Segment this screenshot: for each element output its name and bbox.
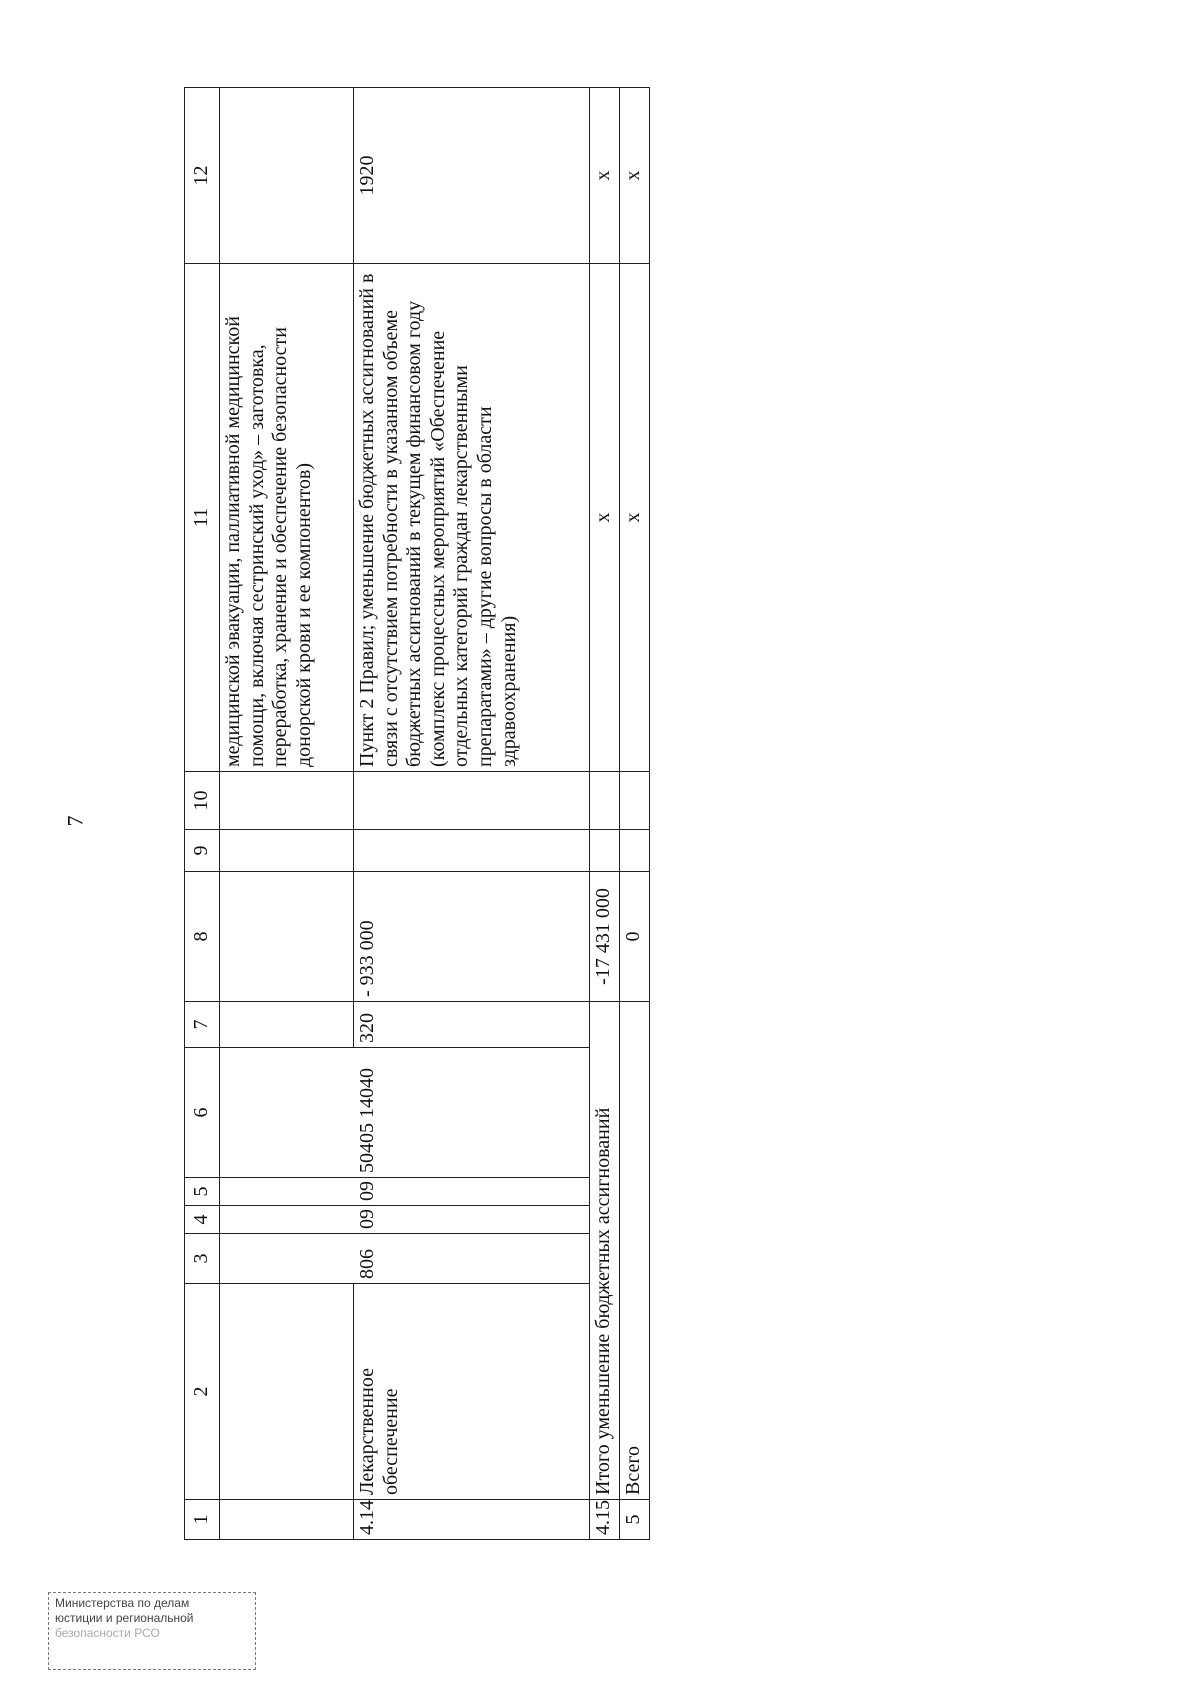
header-cell: 12 (185, 88, 220, 264)
row-c7: 320 (354, 1002, 590, 1048)
row-c4: 09 (354, 1206, 590, 1234)
row-c9 (354, 830, 590, 872)
row-c5: 09 (354, 1178, 590, 1206)
row-label: Всего (620, 1002, 650, 1500)
table-cell (590, 830, 620, 872)
header-cell: 9 (185, 830, 220, 872)
budget-table (184, 87, 650, 1540)
table-cell (220, 1002, 354, 1048)
table-cell (220, 1048, 354, 1178)
table-cell (590, 772, 620, 830)
header-cell: 4 (185, 1206, 220, 1234)
row-label: Итого уменьшение бюджетных ассигнований (590, 1002, 620, 1500)
header-cell: 10 (185, 772, 220, 830)
row-c10 (354, 772, 590, 830)
header-cell: 1 (185, 1500, 220, 1540)
row-number: 5 (620, 1500, 650, 1540)
table-row-continuation (220, 88, 354, 1540)
row-c11: x (590, 264, 620, 772)
row-c8: -17 431 000 (590, 872, 620, 1002)
table-cell (220, 88, 354, 264)
table-cell (220, 1178, 354, 1206)
row-name: Лекарственное обеспечение (354, 1284, 590, 1500)
header-cell: 2 (185, 1284, 220, 1500)
stamp-line: Министерства по делам (55, 1596, 190, 1610)
table-cell (220, 830, 354, 872)
header-cell: 3 (185, 1234, 220, 1284)
header-cell: 5 (185, 1178, 220, 1206)
table-cell (220, 772, 354, 830)
table-cell (220, 1234, 354, 1284)
row-c3: 806 (354, 1234, 590, 1284)
ministry-stamp (48, 1592, 256, 1670)
row-c12: x (620, 88, 650, 264)
row-c11: Пункт 2 Правил; уменьшение бюджетных ассигнований в связи с отсутствием потребности в указанном объеме бюджетных ассигнований в текущем финансовом году (комплекс процессных мероприятий «Обеспечение отдельных категорий граждан лекарственными препаратами» – другие вопросы в области здравоохранения) (354, 264, 590, 772)
continuation-text: медицинской эвакуации, паллиативной медицинской помощи, включая сестринский уход» – заготовка, переработка, хранение и обеспечение безопасности донорской крови и ее компонентов) (220, 264, 354, 772)
row-c11: x (620, 264, 650, 772)
table-cell (620, 830, 650, 872)
table-cell (220, 872, 354, 1002)
table-row-4-14 (354, 88, 590, 1540)
stamp-line: безопасности РСО (55, 1626, 160, 1640)
row-c12: x (590, 88, 620, 264)
stamp-line: юстиции и региональной (55, 1611, 194, 1625)
row-number: 4.15 (590, 1500, 620, 1540)
header-cell: 7 (185, 1002, 220, 1048)
header-cell: 6 (185, 1048, 220, 1178)
table-cell (220, 1284, 354, 1500)
row-number: 4.14 (354, 1500, 590, 1540)
row-c8: - 933 000 (354, 872, 590, 1002)
table-cell (620, 772, 650, 830)
table-cell (220, 1206, 354, 1234)
header-row (185, 88, 220, 1540)
rotated-table-container (184, 88, 692, 1540)
table-cell (220, 1500, 354, 1540)
row-c8: 0 (620, 872, 650, 1002)
header-cell: 8 (185, 872, 220, 1002)
row-c6: 50405 14040 (354, 1048, 590, 1178)
header-cell: 11 (185, 264, 220, 772)
table-row-4-15 (590, 88, 620, 1540)
row-c12: 1920 (354, 88, 590, 264)
table-row-5 (620, 88, 650, 1540)
page-number: 7 (62, 815, 88, 827)
